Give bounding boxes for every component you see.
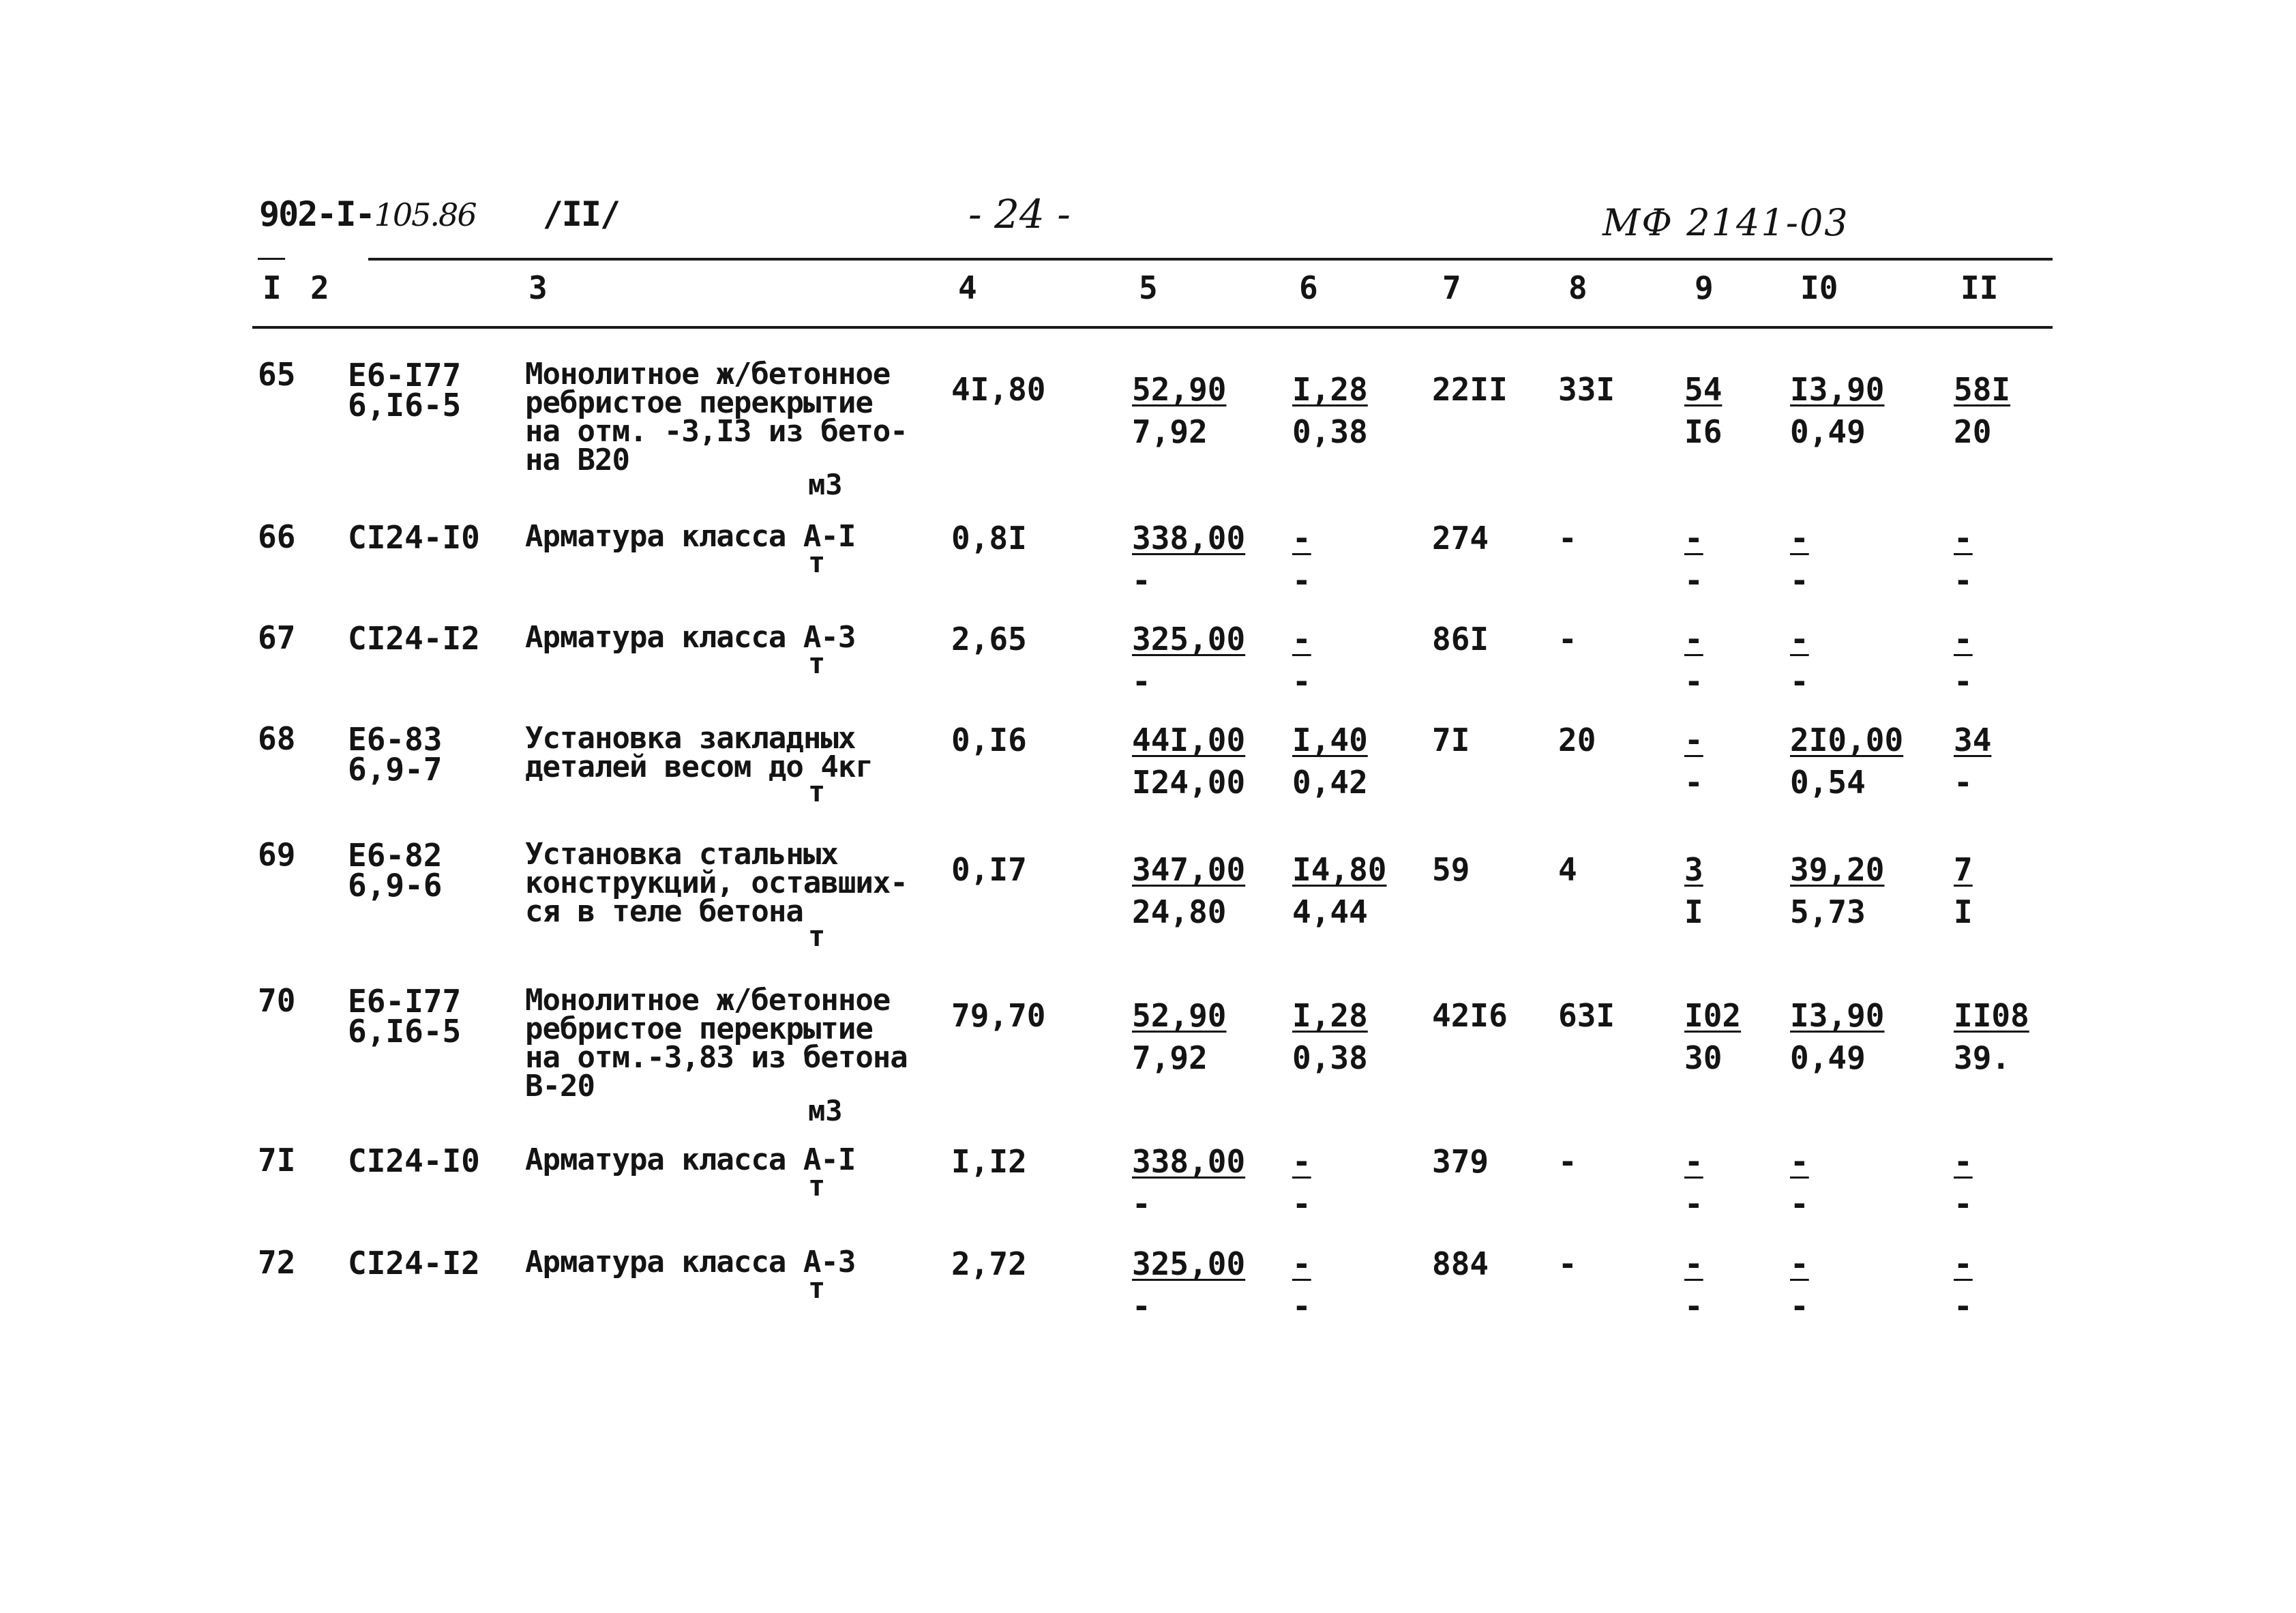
work-description-line: на B20 (525, 443, 629, 477)
fraction-cell-c10 (1790, 517, 1809, 602)
col8-value: - (1558, 1245, 1577, 1282)
fraction-cell-c10 (1790, 1243, 1809, 1327)
rate-code (348, 620, 480, 657)
fraction-cell-c5 (1132, 848, 1245, 933)
work-description-line: Арматура класса А-I (525, 1142, 856, 1177)
work-description (525, 837, 908, 929)
fraction-top: I,40 (1292, 722, 1368, 758)
fraction-top: I3,90 (1790, 371, 1885, 408)
row-number: 72 (258, 1244, 296, 1281)
rate-code-line: 6,I6-5 (348, 1013, 462, 1050)
fraction-cell-c9 (1684, 368, 1722, 453)
unit: т (808, 1169, 826, 1202)
fraction-cell-c10 (1790, 618, 1809, 702)
quantity: 79,70 (951, 997, 1046, 1034)
fraction-cell-c9 (1684, 1243, 1703, 1327)
unit: т (808, 546, 826, 579)
row-number: 69 (258, 836, 296, 873)
fraction-top: 39,20 (1790, 851, 1885, 888)
fraction-top: 2I0,00 (1790, 722, 1904, 758)
fraction-bottom: I24,00 (1132, 764, 1246, 801)
fraction-bottom: 4,44 (1292, 893, 1368, 930)
work-description-line: Арматура класса А-I (525, 519, 856, 554)
row-number: 66 (258, 518, 296, 555)
work-description-line: Арматура класса А-3 (525, 620, 856, 655)
fraction-top: - (1954, 1143, 1973, 1180)
page-number: - 24 - (968, 191, 1071, 237)
row-number: 7I (258, 1142, 296, 1179)
row-number: 65 (258, 356, 296, 393)
work-description-line: Арматура класса А-3 (525, 1245, 856, 1279)
fraction-cell-c5 (1132, 719, 1245, 803)
fraction-bottom: - (1684, 663, 1703, 700)
fraction-top: - (1684, 520, 1703, 557)
fraction-top: 44I,00 (1132, 722, 1246, 758)
quantity: 2,65 (951, 621, 1027, 657)
fraction-bottom: I6 (1684, 413, 1723, 450)
fraction-cell-c5 (1132, 618, 1245, 702)
fraction-cell-c11 (1954, 1140, 1973, 1225)
work-description (525, 357, 908, 477)
rate-code-line: 6,I6-5 (348, 387, 462, 424)
fraction-cell-c9 (1684, 848, 1703, 933)
fraction-top: - (1684, 1143, 1703, 1180)
work-description (525, 519, 856, 554)
unit: т (808, 919, 826, 953)
fraction-cell-c11 (1954, 368, 2010, 453)
fraction-cell-c9 (1684, 719, 1703, 803)
fraction-top: 338,00 (1132, 520, 1246, 557)
col8-value: - (1558, 621, 1577, 657)
fraction-cell-c6 (1292, 719, 1368, 803)
fraction-cell-c5 (1132, 1243, 1245, 1327)
work-description-line: деталей весом до 4кг (525, 750, 873, 784)
row-number: 67 (258, 619, 296, 656)
col-header-9: 9 (1695, 269, 1714, 306)
work-description (525, 983, 908, 1104)
archive-code: МФ 2141-03 (1602, 201, 1849, 244)
col7-value: 884 (1432, 1245, 1489, 1282)
fraction-bottom: - (1132, 1288, 1151, 1325)
col7-value: 379 (1432, 1143, 1489, 1180)
col7-value: 59 (1432, 851, 1470, 888)
fraction-cell-c5 (1132, 994, 1226, 1079)
col-header-1: I (263, 269, 282, 306)
rate-code-line: CI24-I0 (348, 519, 480, 556)
work-description-line: конструкций, оставших- (525, 865, 908, 900)
fraction-bottom: - (1292, 1288, 1311, 1325)
rate-code-line: 6,9-6 (348, 867, 443, 904)
fraction-top: 347,00 (1132, 851, 1246, 888)
fraction-cell-c10 (1790, 1140, 1809, 1225)
unit: т (808, 775, 826, 808)
work-description-line: Монолитное ж/бетонное (525, 357, 891, 391)
fraction-top: 325,00 (1132, 1245, 1246, 1282)
col8-value: 4 (1558, 851, 1577, 888)
fraction-top: 7 (1954, 851, 1973, 888)
fraction-bottom: 24,80 (1132, 893, 1227, 930)
fraction-bottom: - (1790, 562, 1809, 599)
work-description-line: Установка стальных (525, 837, 838, 872)
fraction-bottom: 0,42 (1292, 764, 1368, 801)
fraction-cell-c9 (1684, 517, 1703, 602)
quantity: 2,72 (951, 1245, 1027, 1282)
unit: т (808, 647, 826, 680)
fraction-top: I,28 (1292, 997, 1368, 1034)
row-number: 70 (258, 982, 296, 1019)
fraction-top: - (1790, 520, 1809, 557)
fraction-bottom: - (1292, 562, 1311, 599)
fraction-top: 34 (1954, 722, 1992, 758)
col8-value: 63I (1558, 997, 1615, 1034)
work-description-line: Монолитное ж/бетонное (525, 983, 891, 1018)
header-bottom-rule (252, 326, 2053, 329)
fraction-top: I,28 (1292, 371, 1368, 408)
rate-code-line: E6-I77 (348, 357, 462, 394)
work-description (525, 1142, 856, 1177)
fraction-bottom: 7,92 (1132, 413, 1208, 450)
rate-code-line: CI24-I0 (348, 1142, 480, 1179)
fraction-cell-c11 (1954, 994, 2029, 1079)
fraction-bottom: - (1292, 663, 1311, 700)
fraction-bottom: - (1954, 562, 1973, 599)
fraction-cell-c10 (1790, 848, 1884, 933)
fraction-bottom: 0,49 (1790, 413, 1866, 450)
document-code-handwritten: 105.86 (374, 196, 476, 233)
fraction-bottom: - (1684, 562, 1703, 599)
fraction-top: - (1790, 1143, 1809, 1180)
rate-code-line: CI24-I2 (348, 620, 480, 657)
fraction-cell-c6 (1292, 1140, 1311, 1225)
fraction-bottom: 0,54 (1790, 764, 1866, 801)
rate-code-line: 6,9-7 (348, 751, 443, 788)
col-header-3: 3 (528, 269, 548, 306)
fraction-top: - (1790, 1245, 1809, 1282)
fraction-cell-c6 (1292, 1243, 1311, 1327)
unit: м3 (808, 1094, 843, 1127)
rate-code (348, 721, 443, 788)
work-description-line: Установка закладных (525, 721, 856, 756)
work-description-line: ребристое перекрытие (525, 385, 873, 420)
header-top-rule (368, 258, 2053, 261)
work-description-line: на отм. -3,I3 из бето- (525, 414, 908, 449)
document-code-printed: 902-I- (259, 194, 374, 234)
fraction-top: - (1684, 1245, 1703, 1282)
unit: м3 (808, 468, 843, 501)
fraction-top: - (1292, 621, 1311, 657)
quantity: 0,I6 (951, 722, 1027, 758)
work-description-line: на отм.-3,83 из бетона (525, 1040, 908, 1075)
row-number: 68 (258, 720, 296, 757)
fraction-top: I02 (1684, 997, 1742, 1034)
fraction-cell-c6 (1292, 994, 1368, 1079)
fraction-cell-c11 (1954, 517, 1973, 602)
col8-value: - (1558, 520, 1577, 557)
col-header-10: I0 (1800, 269, 1838, 306)
fraction-top: 58I (1954, 371, 2011, 408)
rate-code (348, 983, 462, 1050)
work-description-line: ся в теле бетона (525, 894, 803, 929)
fraction-top: - (1684, 722, 1703, 758)
fraction-top: - (1292, 520, 1311, 557)
work-description-line: B-20 (525, 1069, 595, 1104)
fraction-top: - (1954, 520, 1973, 557)
fraction-cell-c9 (1684, 994, 1741, 1079)
fraction-top: 52,90 (1132, 371, 1227, 408)
fraction-top: II08 (1954, 997, 2029, 1034)
fraction-top: - (1292, 1143, 1311, 1180)
unit: т (808, 1271, 826, 1305)
fraction-bottom: - (1684, 764, 1703, 801)
fraction-top: 52,90 (1132, 997, 1227, 1034)
fraction-cell-c6 (1292, 368, 1368, 453)
fraction-top: 3 (1684, 851, 1703, 888)
quantity: I,I2 (951, 1143, 1027, 1180)
document-section: /II/ (542, 194, 620, 234)
col7-value: 22II (1432, 371, 1508, 408)
fraction-bottom: 30 (1684, 1039, 1723, 1076)
fraction-bottom: - (1954, 764, 1973, 801)
fraction-top: 338,00 (1132, 1143, 1246, 1180)
corner-tick (258, 258, 285, 260)
document-code (259, 194, 619, 234)
fraction-bottom: 0,49 (1790, 1039, 1866, 1076)
fraction-bottom: - (1292, 1185, 1311, 1222)
col7-value: 42I6 (1432, 997, 1508, 1034)
rate-code (348, 1142, 480, 1179)
fraction-bottom: - (1790, 1288, 1809, 1325)
fraction-cell-c11 (1954, 848, 1973, 933)
fraction-bottom: - (1132, 663, 1151, 700)
col7-value: 7I (1432, 722, 1470, 758)
col7-value: 86I (1432, 621, 1489, 657)
rate-code (348, 1245, 480, 1282)
col-header-5: 5 (1139, 269, 1158, 306)
fraction-cell-c5 (1132, 517, 1245, 602)
quantity: 4I,80 (951, 371, 1046, 408)
fraction-bottom: - (1684, 1185, 1703, 1222)
rate-code (348, 837, 443, 904)
fraction-bottom: - (1954, 1185, 1973, 1222)
rate-code-line: E6-83 (348, 721, 443, 758)
fraction-cell-c6 (1292, 517, 1311, 602)
work-description (525, 1245, 856, 1279)
fraction-cell-c10 (1790, 368, 1884, 453)
rate-code-line: E6-I77 (348, 983, 462, 1020)
fraction-top: I3,90 (1790, 997, 1885, 1034)
fraction-bottom: - (1132, 562, 1151, 599)
fraction-top: 325,00 (1132, 621, 1246, 657)
fraction-cell-c6 (1292, 848, 1386, 933)
fraction-bottom: 0,38 (1292, 413, 1368, 450)
fraction-bottom: - (1684, 1288, 1703, 1325)
fraction-bottom: I (1684, 893, 1703, 930)
rate-code (348, 357, 462, 424)
fraction-top: - (1292, 1245, 1311, 1282)
col-header-6: 6 (1299, 269, 1318, 306)
fraction-cell-c11 (1954, 1243, 1973, 1327)
fraction-bottom: - (1954, 663, 1973, 700)
fraction-top: - (1684, 621, 1703, 657)
fraction-bottom: - (1954, 1288, 1973, 1325)
fraction-bottom: 0,38 (1292, 1039, 1368, 1076)
fraction-bottom: 7,92 (1132, 1039, 1208, 1076)
fraction-cell-c10 (1790, 719, 1903, 803)
quantity: 0,8I (951, 520, 1027, 557)
fraction-top: - (1954, 1245, 1973, 1282)
col-header-4: 4 (958, 269, 977, 306)
fraction-bottom: I (1954, 893, 1973, 930)
fraction-cell-c6 (1292, 618, 1311, 702)
col8-value: - (1558, 1143, 1577, 1180)
col7-value: 274 (1432, 520, 1489, 557)
fraction-cell-c10 (1790, 994, 1884, 1079)
fraction-top: 54 (1684, 371, 1723, 408)
fraction-top: I4,80 (1292, 851, 1387, 888)
work-description (525, 721, 873, 784)
fraction-cell-c5 (1132, 368, 1226, 453)
fraction-cell-c9 (1684, 1140, 1703, 1225)
fraction-cell-c9 (1684, 618, 1703, 702)
rate-code (348, 519, 480, 556)
fraction-bottom: - (1132, 1185, 1151, 1222)
fraction-bottom: 39. (1954, 1039, 2011, 1076)
fraction-bottom: - (1790, 1185, 1809, 1222)
fraction-bottom: 5,73 (1790, 893, 1866, 930)
quantity: 0,I7 (951, 851, 1027, 888)
fraction-cell-c11 (1954, 618, 1973, 702)
col8-value: 33I (1558, 371, 1615, 408)
rate-code-line: CI24-I2 (348, 1245, 480, 1282)
work-description (525, 620, 856, 655)
fraction-top: - (1954, 621, 1973, 657)
fraction-bottom: 20 (1954, 413, 1992, 450)
col8-value: 20 (1558, 722, 1596, 758)
fraction-cell-c11 (1954, 719, 1991, 803)
col-header-7: 7 (1442, 269, 1461, 306)
col-header-8: 8 (1568, 269, 1587, 306)
fraction-cell-c5 (1132, 1140, 1245, 1225)
fraction-bottom: - (1790, 663, 1809, 700)
rate-code-line: E6-82 (348, 837, 443, 874)
col-header-2: 2 (310, 269, 329, 306)
col-header-11: II (1960, 269, 1999, 306)
fraction-top: - (1790, 621, 1809, 657)
work-description-line: ребристое перекрытие (525, 1011, 873, 1046)
